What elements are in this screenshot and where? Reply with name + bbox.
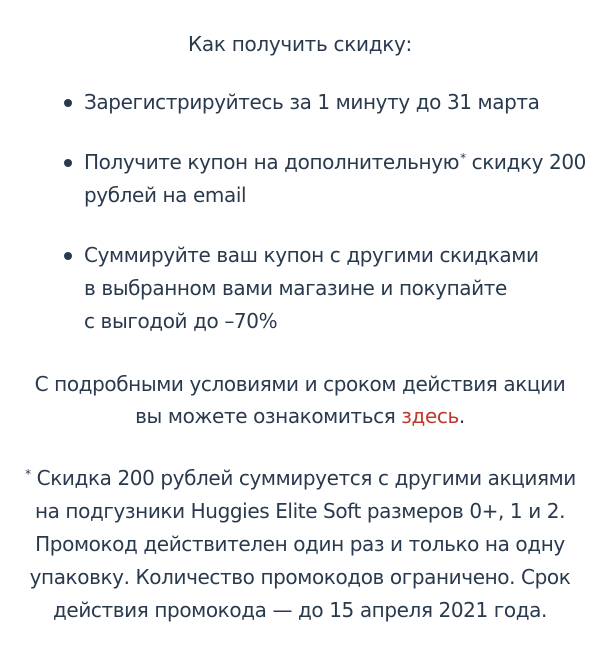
- page-heading: Как получить скидку:: [188, 32, 412, 56]
- footnote-line: действия промокода — до 15 апреля 2021 года.: [53, 598, 547, 622]
- step-text: рублей на email: [84, 183, 247, 207]
- conditions-text: [0, 368, 600, 432]
- footnote-line: Промокод действителен один раз и только на одну: [35, 532, 565, 556]
- conditions-line: вы можете ознакомиться: [135, 404, 402, 428]
- conditions-link[interactable]: здесь: [401, 404, 459, 428]
- conditions-period: .: [458, 404, 465, 428]
- footnote-line: упаковку. Количество промокодов ограничено. Срок: [29, 565, 571, 589]
- bullet-icon: [64, 99, 72, 107]
- step-item-register: [60, 86, 590, 119]
- footnote-line: Скидка 200 рублей суммируется с другими акциями: [30, 466, 576, 490]
- step-text: Зарегистрируйтесь за 1 минуту до 31 марта: [84, 90, 540, 114]
- conditions-line: С подробными условиями и сроком действия акции: [34, 372, 566, 396]
- step-text: скидку 200: [465, 150, 587, 174]
- footnote-line: на подгузники Huggies Elite Soft размеров 0+, 1 и 2.: [34, 499, 566, 523]
- step-text: в выбранном вами магазине и покупайте: [84, 276, 507, 300]
- bullet-icon: [64, 159, 72, 167]
- bullet-icon: [64, 252, 72, 260]
- step-text: с выгодой до –70%: [84, 309, 278, 333]
- step-text: Суммируйте ваш купон с другими скидками: [84, 243, 539, 267]
- footnote-asterisk: *: [460, 151, 466, 165]
- footnote-asterisk: *: [25, 467, 31, 481]
- steps-list: [60, 86, 590, 338]
- step-item-coupon: [60, 146, 590, 212]
- step-text: Получите купон на дополнительную: [84, 150, 460, 174]
- footnote-text: [0, 462, 600, 627]
- step-item-combine: [60, 239, 590, 338]
